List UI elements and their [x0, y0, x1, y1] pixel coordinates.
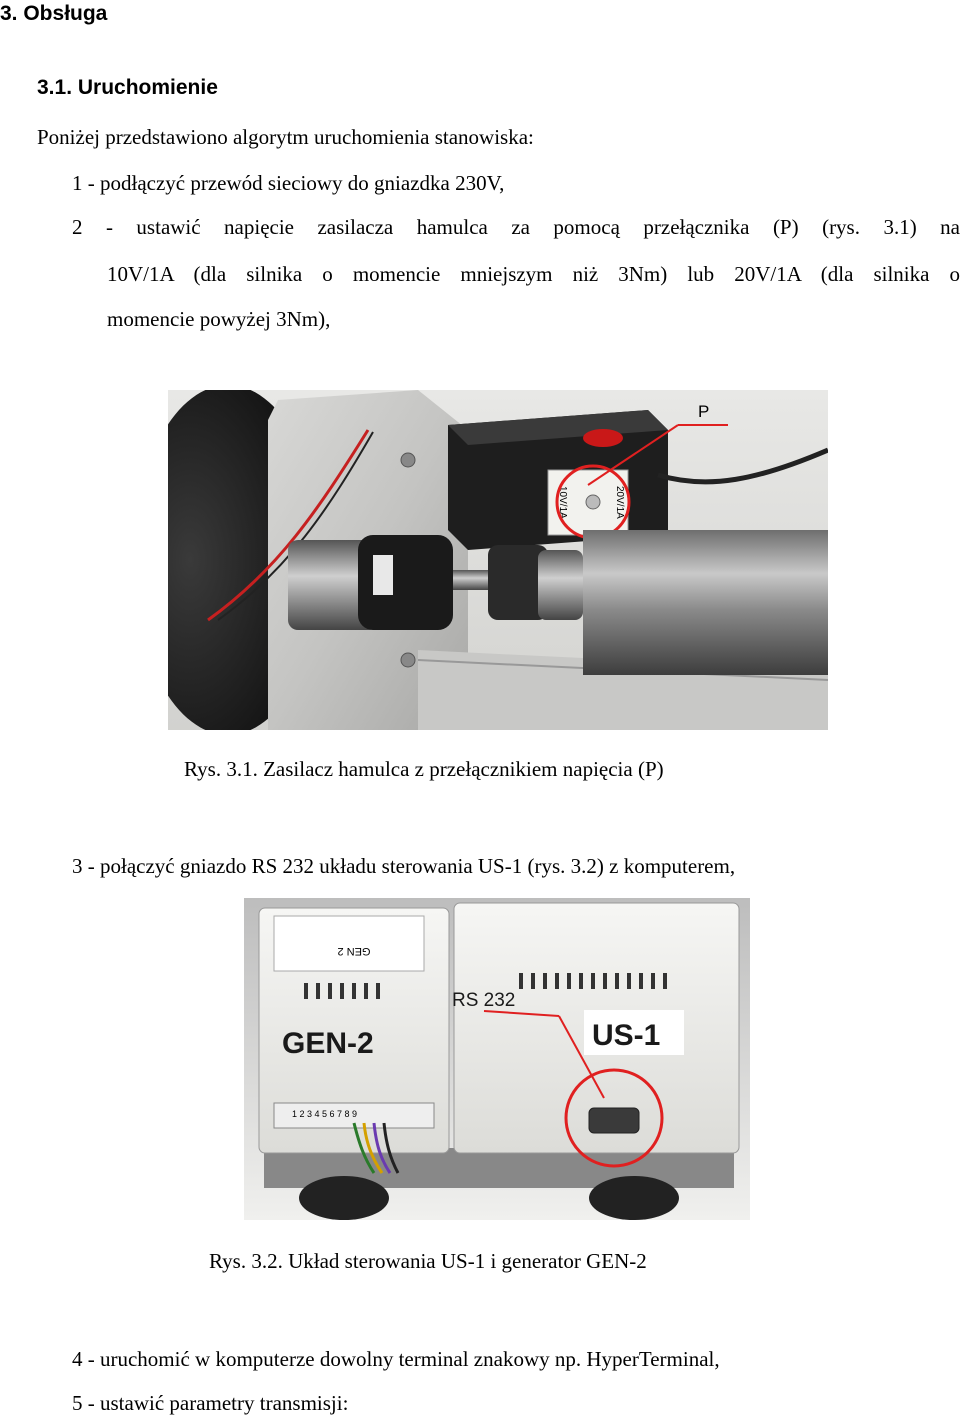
label-gen-2: GEN-2: [282, 1027, 374, 1060]
figure-3-2-photo: [244, 898, 750, 1220]
label-us-1: US-1: [592, 1019, 661, 1052]
section-title: 3. Obsługa: [0, 2, 108, 25]
label-rs-232: RS 232: [452, 990, 516, 1011]
step-1: 1 - podłączyć przewód sieciowy do gniazdka 230V,: [72, 171, 505, 195]
label-p: P: [698, 402, 710, 421]
step-2-line-2: 10V/1A (dla silnika o momencie mniejszym niż 3Nm) lub 20V/1A (dla silnika o: [107, 262, 960, 286]
terminal-numbers: 1 2 3 4 5 6 7 8 9: [292, 1109, 358, 1119]
intro-text: Poniżej przedstawiono algorytm uruchomienia stanowiska:: [37, 125, 534, 149]
step-4: 4 - uruchomić w komputerze dowolny terminal znakowy np. HyperTerminal,: [72, 1347, 720, 1371]
figure-3-1-photo: [168, 390, 828, 730]
step-3: 3 - połączyć gniazdo RS 232 układu sterowania US-1 (rys. 3.2) z komputerem,: [72, 854, 736, 878]
figure-3-2-caption: Rys. 3.2. Układ sterowania US-1 i generator GEN-2: [209, 1249, 647, 1273]
switch-right-label: 20V/1A: [614, 486, 625, 519]
subsection-title: 3.1. Uruchomienie: [37, 76, 218, 99]
step-2-line-1: 2 - ustawić napięcie zasilacza hamulca za pomocą przełącznika (P) (rys. 3.1) na: [72, 215, 960, 239]
step-2-line-3: momencie powyżej 3Nm),: [107, 307, 331, 331]
sticker-text: GEN 2: [337, 945, 371, 957]
figure-3-1-caption: Rys. 3.1. Zasilacz hamulca z przełącznikiem napięcia (P): [184, 757, 664, 781]
switch-left-label: 10V/1A: [557, 486, 568, 519]
step-5: 5 - ustawić parametry transmisji:: [72, 1391, 349, 1415]
